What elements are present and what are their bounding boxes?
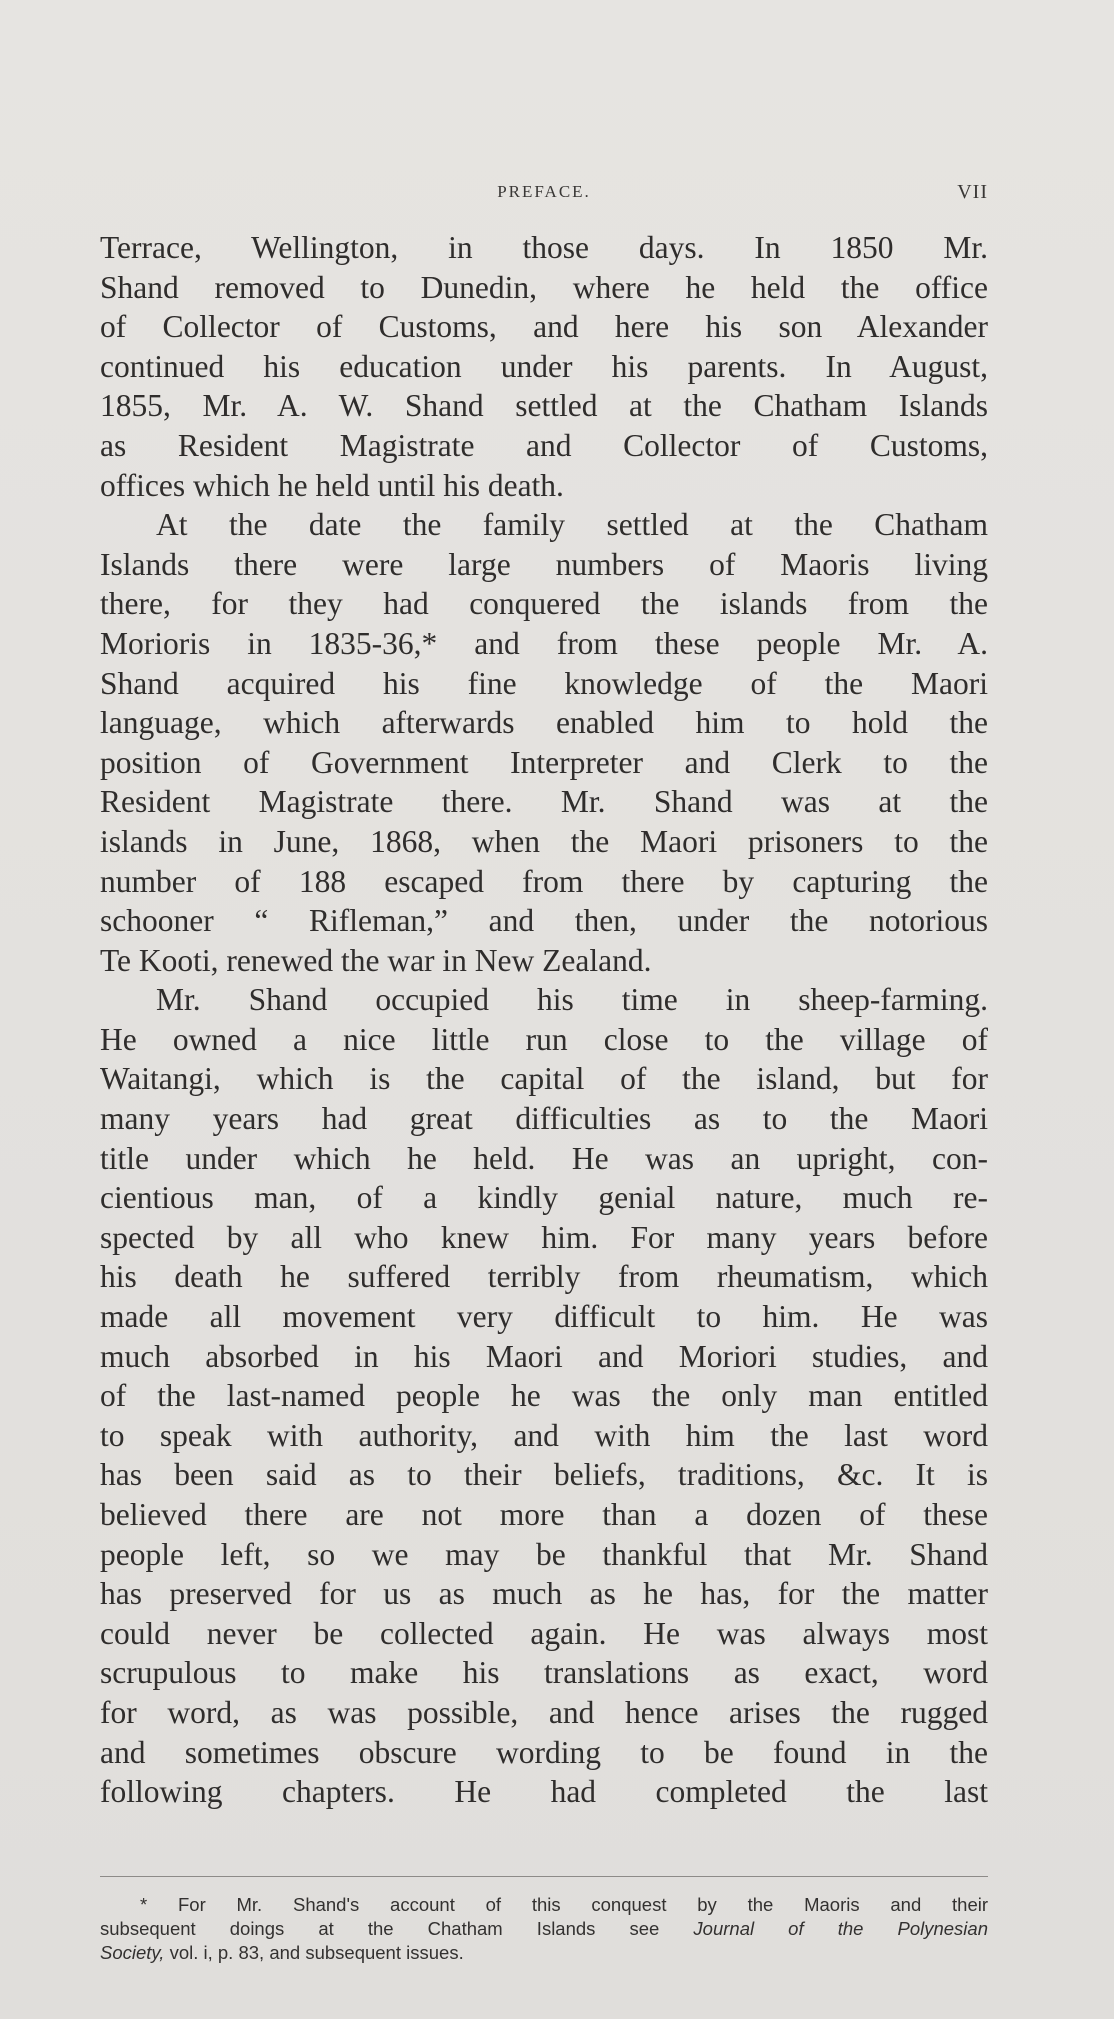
text-line: Shand acquired his fine knowledge of the Maori bbox=[100, 665, 988, 701]
page-number: VII bbox=[957, 181, 988, 203]
text-line: has been said as to their beliefs, traditions, &c. It is bbox=[100, 1457, 988, 1493]
text-line: Waitangi, which is the capital of the island, but for bbox=[100, 1061, 988, 1097]
text-line: made all movement very difficult to him. He was bbox=[100, 1299, 988, 1335]
footnote-line bbox=[100, 1941, 988, 1965]
body-text bbox=[100, 228, 988, 1812]
footnote-divider bbox=[100, 1876, 988, 1877]
text-line: Te Kooti, renewed the war in New Zealand. bbox=[100, 942, 652, 978]
text-line: At the date the family settled at the Chatham bbox=[156, 507, 988, 543]
text-line: and sometimes obscure wording to be found in the bbox=[100, 1734, 988, 1770]
text-line: 1855, Mr. A. W. Shand settled at the Chatham Islands bbox=[100, 388, 988, 424]
text-line: Morioris in 1835-36,* and from these people Mr. A. bbox=[100, 625, 988, 661]
text-line: islands in June, 1868, when the Maori prisoners to the bbox=[100, 823, 988, 859]
text-line: people left, so we may be thankful that Mr. Shand bbox=[100, 1536, 988, 1572]
text-line: scrupulous to make his translations as exact, word bbox=[100, 1655, 988, 1691]
paragraph-2 bbox=[100, 505, 988, 980]
text-line: as Resident Magistrate and Collector of Customs, bbox=[100, 427, 988, 463]
text-line: much absorbed in his Maori and Moriori studies, and bbox=[100, 1338, 988, 1374]
text-line: could never be collected again. He was always most bbox=[100, 1615, 988, 1651]
paragraph-1 bbox=[100, 228, 988, 505]
running-title: PREFACE. bbox=[497, 182, 591, 201]
text-line: Shand removed to Dunedin, where he held the office bbox=[100, 269, 988, 305]
text-line: number of 188 escaped from there by capturing the bbox=[100, 863, 988, 899]
text-line: of Collector of Customs, and here his son Alexander bbox=[100, 309, 988, 345]
paragraph-3 bbox=[100, 980, 988, 1811]
text-line: continued his education under his parents. In August, bbox=[100, 348, 988, 384]
text-line: his death he suffered terribly from rheumatism, which bbox=[100, 1259, 988, 1295]
text-line: cientious man, of a kindly genial nature, much re- bbox=[100, 1180, 988, 1216]
text-line: He owned a nice little run close to the village of bbox=[100, 1021, 988, 1057]
text-line: many years had great difficulties as to the Maori bbox=[100, 1101, 988, 1137]
text-line: Mr. Shand occupied his time in sheep-farming. bbox=[156, 982, 988, 1018]
text-line: for word, as was possible, and hence arises the rugged bbox=[100, 1694, 988, 1730]
text-line: Terrace, Wellington, in those days. In 1850 Mr. bbox=[100, 230, 988, 265]
text-line: to speak with authority, and with him the last word bbox=[100, 1417, 988, 1453]
footnote-line bbox=[100, 1917, 988, 1941]
text-line: Islands there were large numbers of Maoris living bbox=[100, 546, 988, 582]
footnote-line: * For Mr. Shand's account of this conquest by the Maoris and their bbox=[140, 1894, 988, 1915]
text-line: position of Government Interpreter and Clerk to the bbox=[100, 744, 988, 780]
text-line: believed there are not more than a dozen of these bbox=[100, 1497, 988, 1532]
text-line: offices which he held until his death. bbox=[100, 467, 564, 503]
running-head bbox=[100, 182, 988, 212]
text-line: language, which afterwards enabled him to hold the bbox=[100, 705, 988, 741]
text-line: of the last-named people he was the only man entitled bbox=[100, 1378, 988, 1414]
footnote-text: subsequent doings at the Chatham Islands see bbox=[100, 1918, 660, 1939]
text-line: schooner “ Rifleman,” and then, under the notorious bbox=[100, 903, 988, 939]
text-line: spected by all who knew him. For many years before bbox=[100, 1219, 988, 1255]
footnote-text: vol. i, p. 83, and subsequent issues. bbox=[169, 1942, 464, 1963]
text-line: Resident Magistrate there. Mr. Shand was at the bbox=[100, 784, 988, 820]
footnote bbox=[100, 1893, 988, 1965]
footnote-journal-title: Journal of the Polynesian bbox=[693, 1918, 988, 1939]
text-line: has preserved for us as much as he has, for the matter bbox=[100, 1576, 988, 1612]
footnote-journal-title-cont: Society, bbox=[100, 1942, 165, 1963]
text-line: title under which he held. He was an upright, con- bbox=[100, 1140, 988, 1176]
text-line: there, for they had conquered the islands from the bbox=[100, 586, 988, 622]
text-line: following chapters. He had completed the last bbox=[100, 1774, 988, 1810]
